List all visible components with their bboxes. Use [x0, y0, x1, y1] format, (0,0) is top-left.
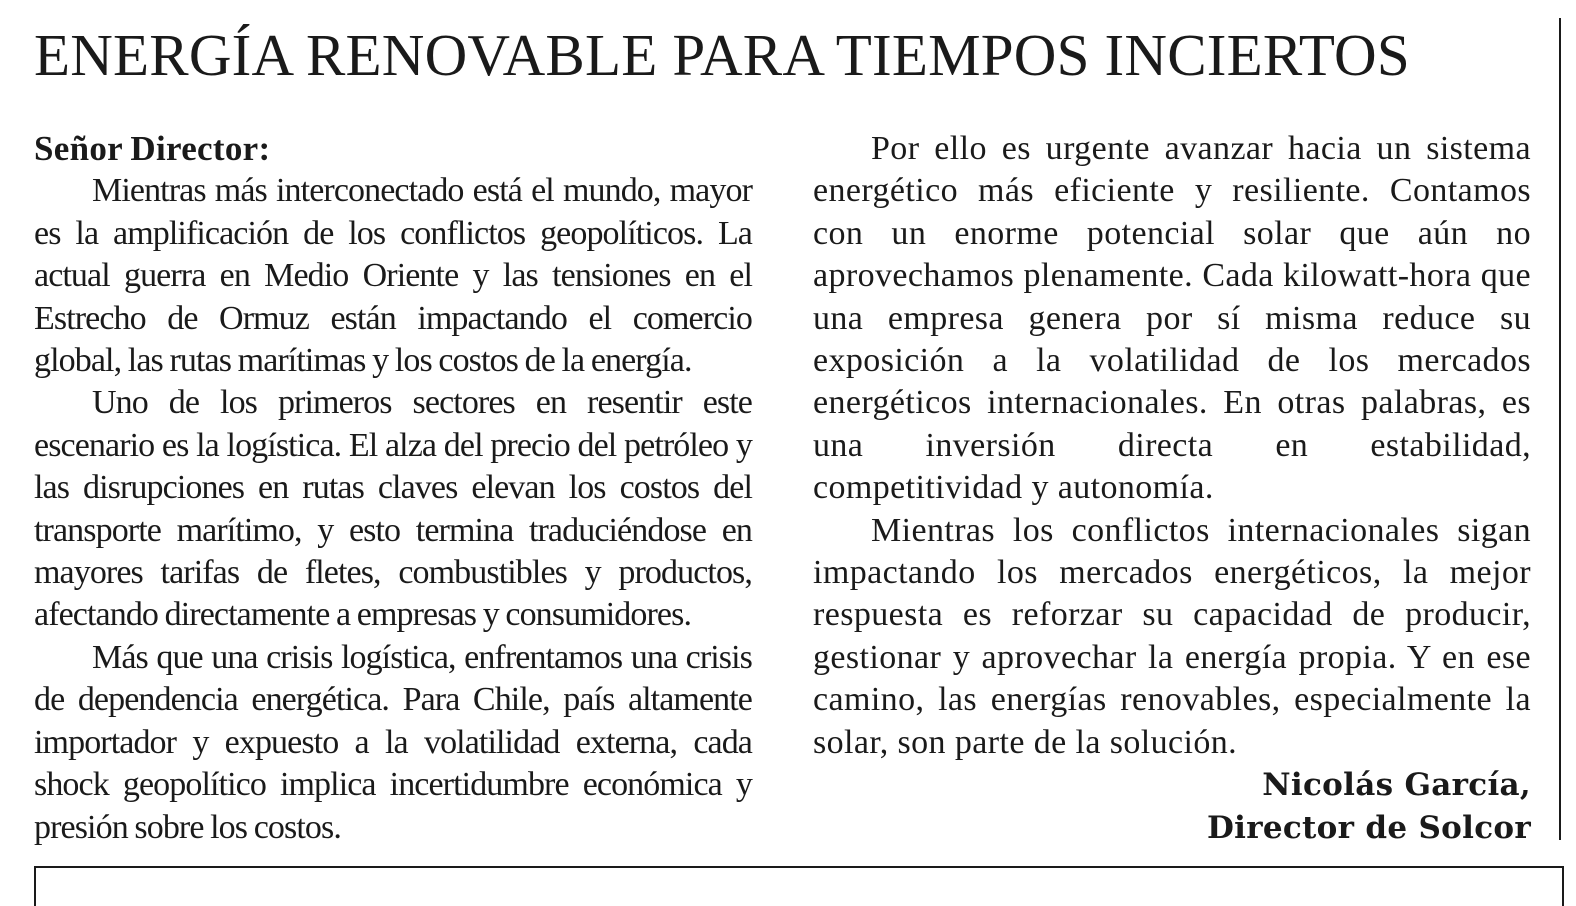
signature-title: Director de Solcor — [1206, 809, 1531, 846]
paragraph: Más que una crisis logística, enfrentamos una crisis de dependencia energética. Para Chile, país altamente importador y expuesto a la volatilidad externa, cada shock geopolítico implica incertidumbre económica y presión sobre los costos. — [34, 638, 752, 846]
article-headline: ENERGÍA RENOVABLE PARA TIEMPOS INCIERTOS — [34, 22, 1410, 88]
salutation: Señor Director: — [34, 129, 271, 168]
paragraph: Uno de los primeros sectores en resentir este escenario es la logística. El alza del precio del petróleo y las disrupciones en rutas claves elevan los costos del transporte marítimo, y esto termina traduciéndose en mayores tarifas de fletes, combustibles y productos, afectando directamente a empresas y consumidores. — [34, 384, 752, 634]
paragraph: Por ello es urgente avanzar hacia un sistema energético más eficiente y resiliente. Contamos con un enorme potencial solar que aún no aprovechamos plenamente. Cada kilowatt-hora que una empresa genera por sí misma reduce su exposición a la volatilidad de los mercados energéticos internacionales. En otras palabras, es una inversión directa en estabilidad, competitividad y autonomía. — [813, 130, 1531, 507]
next-article-border — [34, 866, 1564, 906]
right-column — [813, 128, 1531, 849]
paragraph: Mientras los conflictos internacionales sigan impactando los mercados energéticos, la mejor respuesta es reforzar su capacidad de producir, gestionar y aprovechar la energía propia. Y en ese camino, las energías renovables, especialmente la solar, son parte de la solución. — [813, 511, 1531, 761]
column-rule — [1559, 18, 1561, 840]
left-column — [34, 128, 752, 849]
signature-name: Nicolás García, — [1262, 767, 1531, 804]
paragraph: Mientras más interconectado está el mundo, mayor es la amplificación de los conflictos geopolíticos. La actual guerra en Medio Oriente y las tensiones en el Estrecho de Ormuz están impactando el comercio global, las rutas marítimas y los costos de la energía. — [34, 172, 752, 380]
